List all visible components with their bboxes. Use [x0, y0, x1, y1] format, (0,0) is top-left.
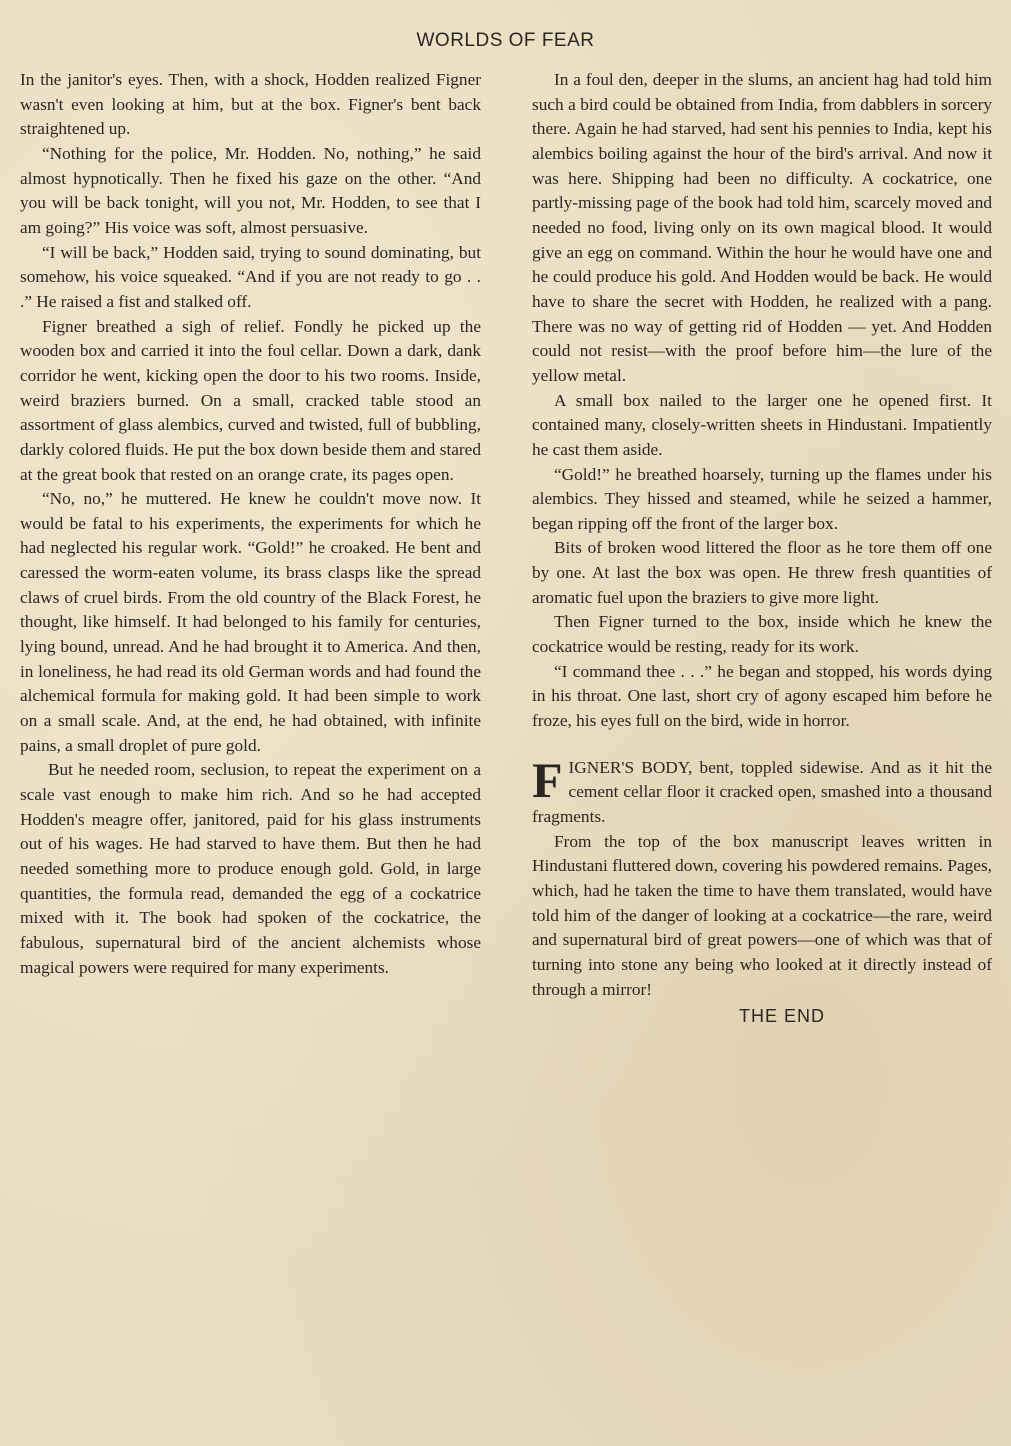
paragraph: A small box nailed to the larger one he opened first. It contained many, closely-written sheets in Hindustani. Impatiently he cast them aside. — [532, 390, 992, 459]
paragraph: “Gold!” he breathed hoarsely, turning up the flames under his alembics. They hissed and steamed, while he seized a hammer, began ripping off the front of the larger box. — [532, 464, 992, 533]
drop-cap: F — [532, 751, 563, 808]
paragraph: “I will be back,” Hodden said, trying to sound dominating, but somehow, his voice squeaked. “And if you are not ready to go . . .” He raised a fist and stalked off. — [20, 242, 481, 311]
paragraph: In the janitor's eyes. Then, with a shock, Hodden realized Figner wasn't even looking at him, but at the box. Figner's bent back straightened up. — [20, 70, 481, 139]
paragraph: Then Figner turned to the box, inside which he knew the cockatrice would be resting, ready for its work. — [532, 612, 992, 657]
the-end-label: THE END — [738, 1006, 825, 1027]
paragraph: In a foul den, deeper in the slums, an ancient hag had told him such a bird could be obtained from India, from dabblers in sorcery there. Again he had starved, had sent his pennies to India, kept his alembics boiling against the hour of the bird's arrival. And now it was here. Shipping had been no difficulty. A cockatrice, one partly-missing page of the book had told him, scarcely moved and needed no food, living only on its own magical blood. It would give an egg on command. Within the hour he would have one and he could produce his gold. And Hodden would be back. He would have to share the secret with Hodden, he realized with a pang. There was no way of getting rid of Hodden — yet. And Hodden could not resist—with the proof before him—the lure of the yellow metal. — [532, 70, 992, 385]
dropcap-paragraph-text: IGNER'S BODY, bent, toppled sidewise. And as it hit the cement cellar floor it cracked open, smashed into a thousand fragments. — [532, 757, 992, 827]
page-header: WORLDS OF FEAR — [416, 30, 595, 51]
paragraph: Figner breathed a sigh of relief. Fondly he picked up the wooden box and carried it into the foul cellar. Down a dark, dank corridor he went, kicking open the door to his two rooms. Inside, weird braziers burned. On a small, cracked table stood an assortment of glass alembics, curved and twisted, full of bubbling, darkly colored fluids. He put the box down beside them and stared at the great book that rested on an orange crate, its pages open. — [20, 316, 481, 484]
dropcap-paragraph — [532, 751, 992, 830]
paragraph: “No, no,” he muttered. He knew he couldn't move now. It would be fatal to his experiments, the experiments for which he had neglected his regular work. “Gold!” he croaked. He bent and caressed the worm-eaten volume, its brass clasps like the spread claws of cruel birds. From the old country of the Black Forest, he thought, like himself. It had belonged to his family for centuries, lying bound, unread. And he had brought it to America. And then, in loneliness, he had read its old German words and had found the alchemical formula for making gold. It had been simple to work on a small scale. And, at the end, he had obtained, with infinite pains, a small droplet of pure gold. — [20, 489, 481, 755]
paragraph: “Nothing for the police, Mr. Hodden. No, nothing,” he said almost hypnotically. Then he fixed his gaze on the other. “And you will be back tonight, will you not, Mr. Hodden, to see that I am going?” His voice was soft, almost persuasive. — [20, 143, 481, 237]
right-column — [532, 68, 992, 1029]
paragraph: But he needed room, seclusion, to repeat the experiment on a scale vast enough to make him rich. And so he had accepted Hodden's meagre offer, janitored, paid for his glass instruments out of his wages. He had starved to have them. But then he had needed something more to produce enough gold. Gold, in large quantities, the formula read, demanded the egg of a cockatrice mixed with it. The book had spoken of the cockatrice, the fabulous, supernatural bird of the ancient alchemists whose magical powers were required for many experiments. — [20, 760, 481, 977]
paragraph: From the top of the box manuscript leaves written in Hindustani fluttered down, covering his powdered remains. Pages, which, had he taken the time to have them translated, would have told him of the danger of looking at a cockatrice—the rare, weird and supernatural bird of great powers—one of which was that of turning into stone any being who looked at it directly instead of through a mirror! — [532, 831, 992, 999]
paragraph: Bits of broken wood littered the floor as he tore them off one by one. At last the box was open. He threw fresh quantities of aromatic fuel upon the braziers to give more light. — [532, 538, 992, 607]
left-column — [20, 68, 481, 980]
paragraph: “I command thee . . .” he began and stopped, his words dying in his throat. One last, short cry of agony escaped him before he froze, his eyes full on the bird, wide in horror. — [532, 661, 992, 731]
